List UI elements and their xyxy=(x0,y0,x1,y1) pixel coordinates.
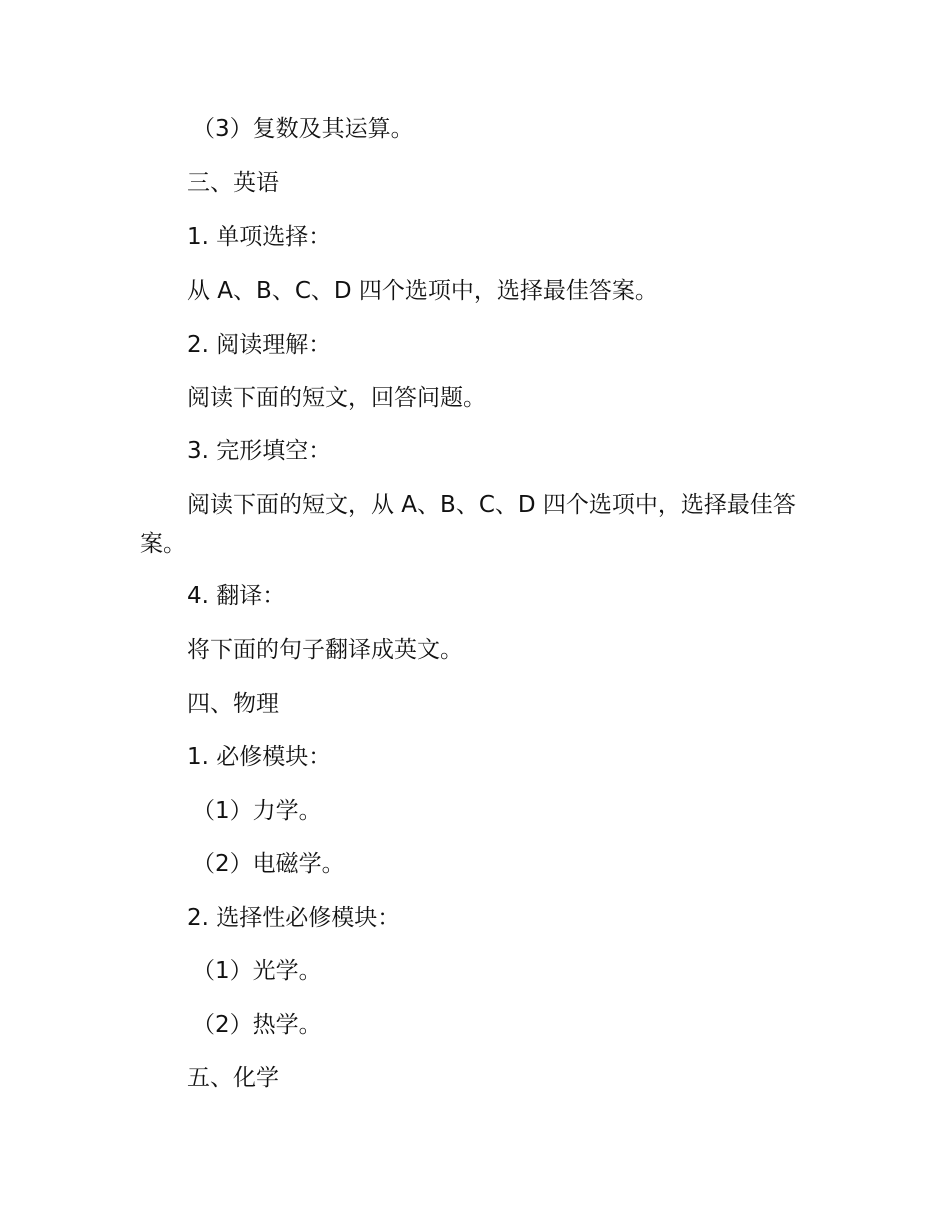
math-item-3: （3）复数及其运算。 xyxy=(192,116,414,142)
physics-item-1-heading: 1. 必修模块： xyxy=(187,744,332,770)
physics-item-1-sub-1: （1）力学。 xyxy=(192,798,322,824)
physics-item-2-sub-2: （2）热学。 xyxy=(192,1012,322,1038)
physics-item-2-sub-1: （1）光学。 xyxy=(192,958,322,984)
english-item-3-text: 阅读下面的短文，从 A、B、C、D 四个选项中，选择最佳答案。 xyxy=(140,492,796,557)
section-heading-english: 三、英语 xyxy=(187,170,279,196)
physics-item-2-heading: 2. 选择性必修模块： xyxy=(187,905,401,931)
english-item-1-heading: 1. 单项选择： xyxy=(187,224,332,250)
physics-item-1-sub-2: （2）电磁学。 xyxy=(192,851,345,877)
section-heading-physics: 四、物理 xyxy=(187,691,279,717)
english-item-4-heading: 4. 翻译： xyxy=(187,583,286,609)
english-item-4-text: 将下面的句子翻译成英文。 xyxy=(187,637,463,663)
english-item-3-heading: 3. 完形填空： xyxy=(187,438,332,464)
english-item-1-text: 从 A、B、C、D 四个选项中，选择最佳答案。 xyxy=(187,278,658,304)
english-item-2-heading: 2. 阅读理解： xyxy=(187,332,332,358)
section-heading-chemistry: 五、化学 xyxy=(187,1065,279,1091)
english-item-2-text: 阅读下面的短文，回答问题。 xyxy=(187,385,486,411)
